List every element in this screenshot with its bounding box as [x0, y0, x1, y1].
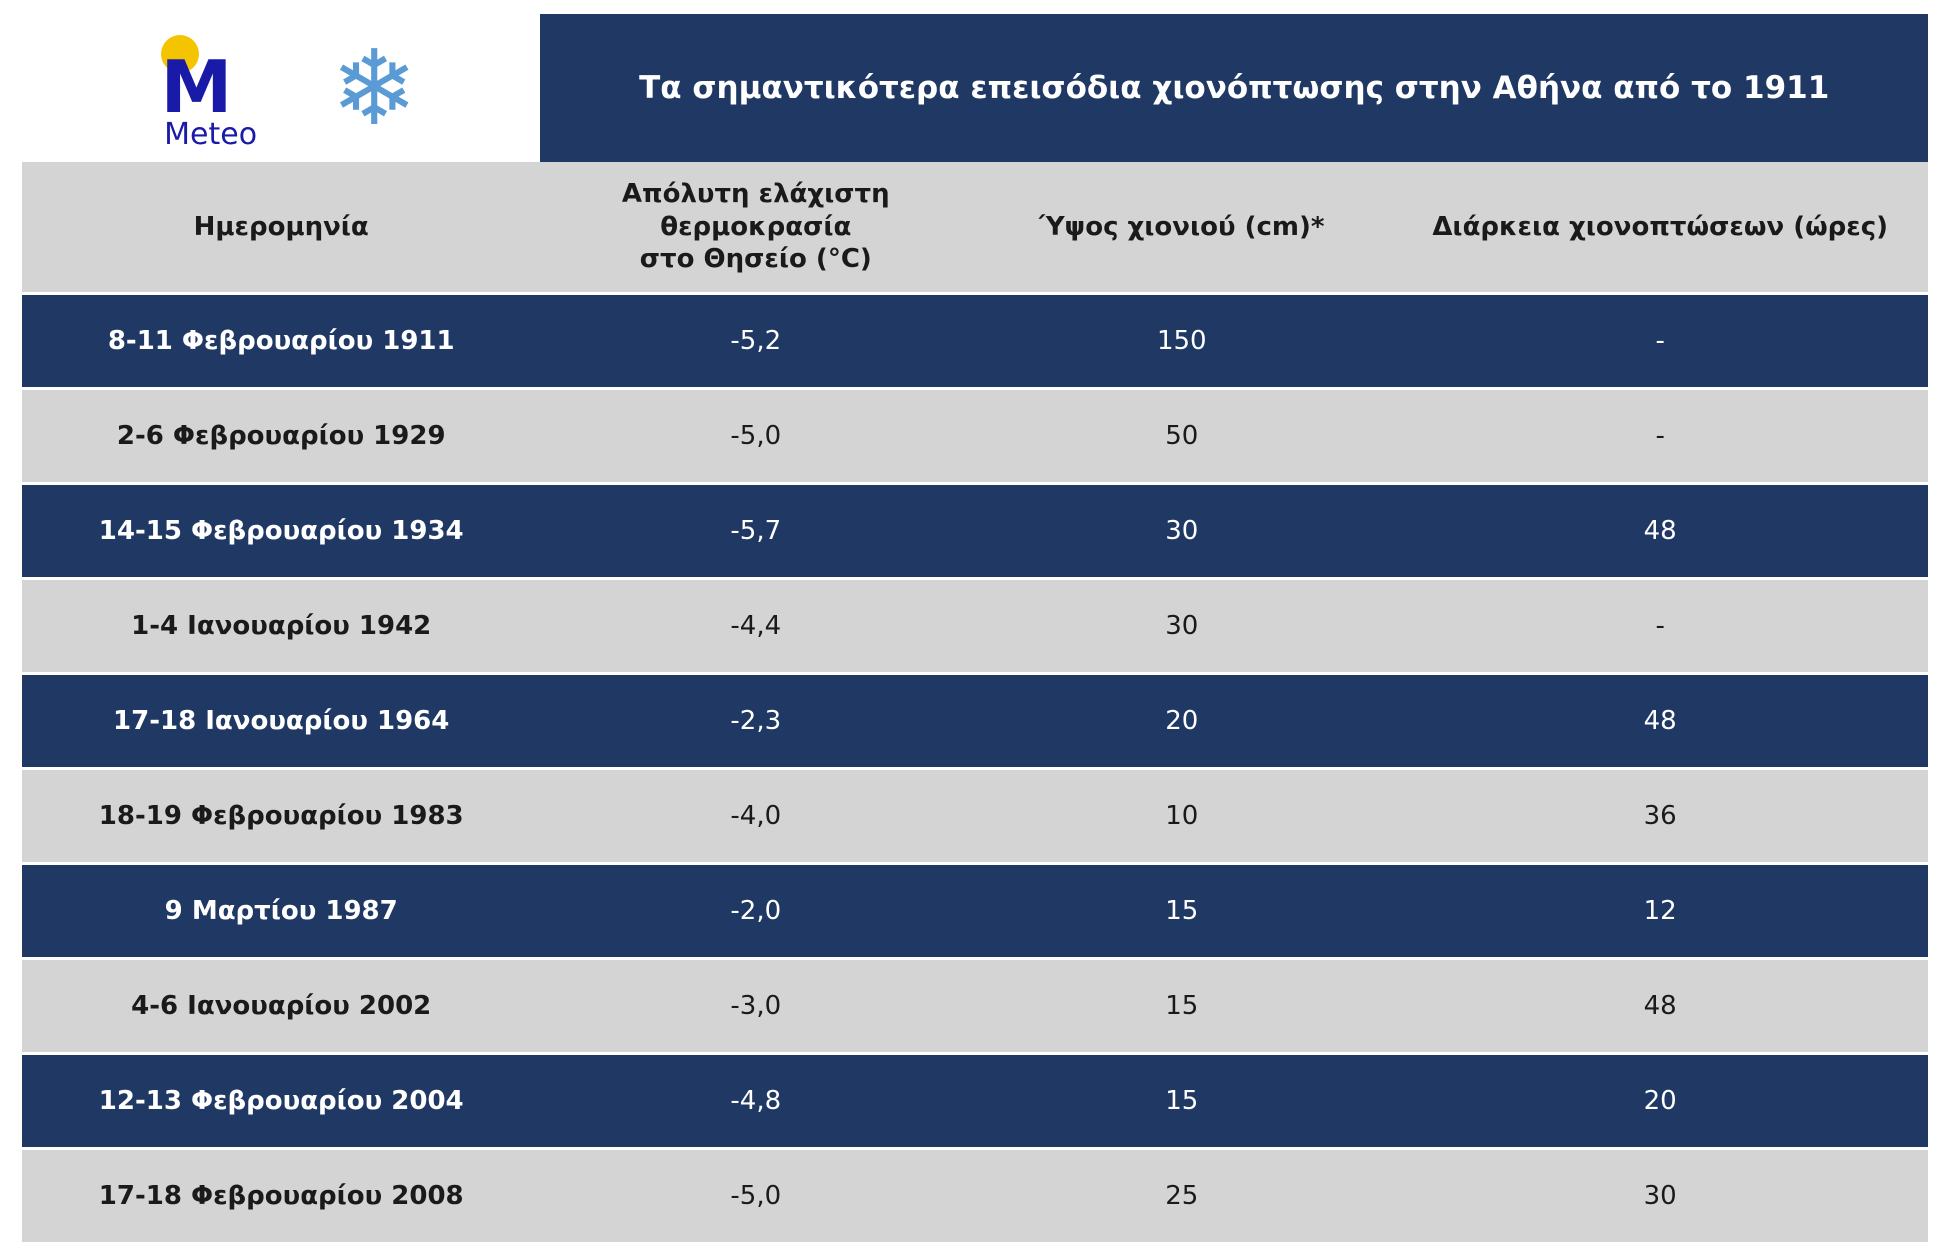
- cell-temperature: -3,0: [540, 958, 971, 1053]
- column-header-date: [22, 162, 540, 293]
- cell-snow-depth: 15: [971, 1053, 1392, 1148]
- cell-snow-depth: 15: [971, 863, 1392, 958]
- cell-duration: 30: [1392, 1148, 1928, 1242]
- snowfall-table: [22, 14, 1928, 1242]
- cell-duration: -: [1392, 578, 1928, 673]
- page-title: Τα σημαντικότερα επεισόδια χιονόπτωσης στην Αθήνα από το 1911: [540, 14, 1928, 162]
- logo-wordmark: Meteo: [164, 117, 258, 152]
- cell-date: 2-6 Φεβρουαρίου 1929: [22, 388, 540, 483]
- column-header-temperature: [540, 162, 971, 293]
- cell-temperature: -4,4: [540, 578, 971, 673]
- cell-temperature: -5,0: [540, 1148, 971, 1242]
- table-row: [22, 1053, 1928, 1148]
- cell-snow-depth: 25: [971, 1148, 1392, 1242]
- cell-date: 12-13 Φεβρουαρίου 2004: [22, 1053, 540, 1148]
- cell-temperature: -5,2: [540, 293, 971, 388]
- cell-duration: 12: [1392, 863, 1928, 958]
- column-header-temperature-line1: Απόλυτη ελάχιστη θερμοκρασία: [621, 179, 890, 242]
- column-header-temperature-line2: στο Θησείο (°C): [639, 244, 872, 274]
- table-row: [22, 673, 1928, 768]
- cell-duration: -: [1392, 388, 1928, 483]
- cell-temperature: -2,0: [540, 863, 971, 958]
- table-row: [22, 1148, 1928, 1242]
- cell-temperature: -5,0: [540, 388, 971, 483]
- cell-date: 14-15 Φεβρουαρίου 1934: [22, 483, 540, 578]
- cell-duration: 48: [1392, 958, 1928, 1053]
- cell-date: 8-11 Φεβρουαρίου 1911: [22, 293, 540, 388]
- cell-date: 9 Μαρτίου 1987: [22, 863, 540, 958]
- cell-snow-depth: 50: [971, 388, 1392, 483]
- cell-temperature: -4,0: [540, 768, 971, 863]
- cell-snow-depth: 10: [971, 768, 1392, 863]
- cell-duration: 48: [1392, 673, 1928, 768]
- logo-letter: M: [160, 45, 231, 129]
- cell-snow-depth: 15: [971, 958, 1392, 1053]
- meteo-logo: [145, 29, 277, 152]
- table-row: [22, 578, 1928, 673]
- table-row: [22, 388, 1928, 483]
- table-row: [22, 768, 1928, 863]
- snowflake-icon: ❄: [330, 27, 418, 149]
- cell-date: 18-19 Φεβρουαρίου 1983: [22, 768, 540, 863]
- cell-snow-depth: 150: [971, 293, 1392, 388]
- cell-snow-depth: 20: [971, 673, 1392, 768]
- table-row: [22, 293, 1928, 388]
- cell-temperature: -2,3: [540, 673, 971, 768]
- table-row: [22, 958, 1928, 1053]
- table-row: [22, 483, 1928, 578]
- cell-date: 17-18 Ιανουαρίου 1964: [22, 673, 540, 768]
- cell-duration: 48: [1392, 483, 1928, 578]
- cell-date: 17-18 Φεβρουαρίου 2008: [22, 1148, 540, 1242]
- column-header-snow-depth: [971, 162, 1392, 293]
- cell-snow-depth: 30: [971, 483, 1392, 578]
- cell-temperature: -4,8: [540, 1053, 971, 1148]
- brand-cell: [22, 14, 540, 162]
- cell-duration: 36: [1392, 768, 1928, 863]
- cell-duration: -: [1392, 293, 1928, 388]
- header-band: [22, 14, 1928, 162]
- column-header-snow-depth-line1: Ύψος χιονιού (cm)*: [1039, 211, 1325, 242]
- table-row: [22, 863, 1928, 958]
- cell-date: 1-4 Ιανουαρίου 1942: [22, 578, 540, 673]
- cell-temperature: -5,7: [540, 483, 971, 578]
- table-header-row: [22, 162, 1928, 293]
- column-header-date-line1: Ημερομηνία: [193, 211, 369, 242]
- cell-date: 4-6 Ιανουαρίου 2002: [22, 958, 540, 1053]
- cell-duration: 20: [1392, 1053, 1928, 1148]
- cell-snow-depth: 30: [971, 578, 1392, 673]
- column-header-duration: [1392, 162, 1928, 293]
- column-header-duration-line1: Διάρκεια χιονοπτώσεων (ώρες): [1432, 211, 1889, 242]
